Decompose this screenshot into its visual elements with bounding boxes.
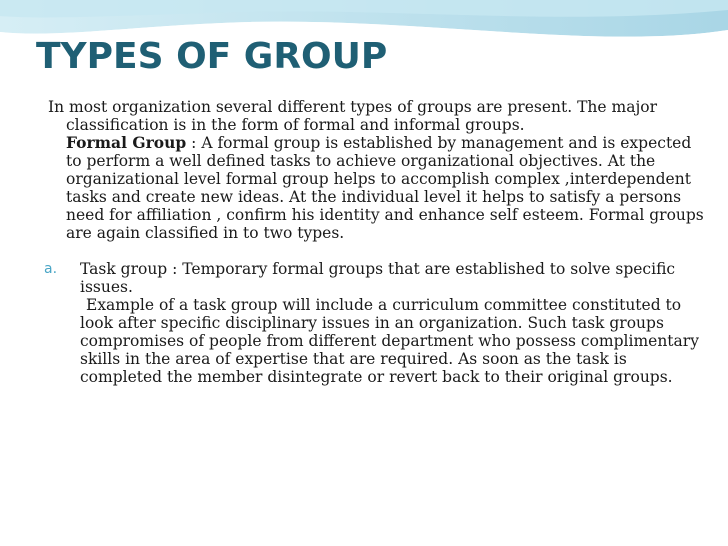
slide-title: TYPES OF GROUP [36,36,388,77]
formal-group-text: : A formal group is established by management and is expected to perform a well defined tasks to achieve organizational objectives. At the organizational level formal group helps to accomplish complex ,interdependent tasks and create new ideas. At the individual level it helps to satisfy a persons need for affiliation , confirm his identity and enhance self esteem. Formal groups are again classified in to two types. [66,134,704,242]
slide-body [44,98,708,386]
intro-paragraph: In most organization several different types of groups are present. The major classification is in the form of formal and informal groups. [48,98,657,134]
list-item [44,260,704,386]
task-group-heading: Task group : Temporary formal groups that are established to solve specific issues. [80,260,676,296]
list-marker: a. [44,261,58,277]
group-types-list [44,260,704,386]
task-group-detail: Example of a task group will include a curriculum committee constituted to look after specific disciplinary issues in an organization. Such task groups compromises of people from different department who possess complimentary skills in the area of expertise that are required. As soon as the task is completed the member disintegrate or revert back to their original groups. [80,296,699,386]
formal-group-term: Formal Group [66,133,187,152]
formal-group-paragraph [48,134,708,242]
